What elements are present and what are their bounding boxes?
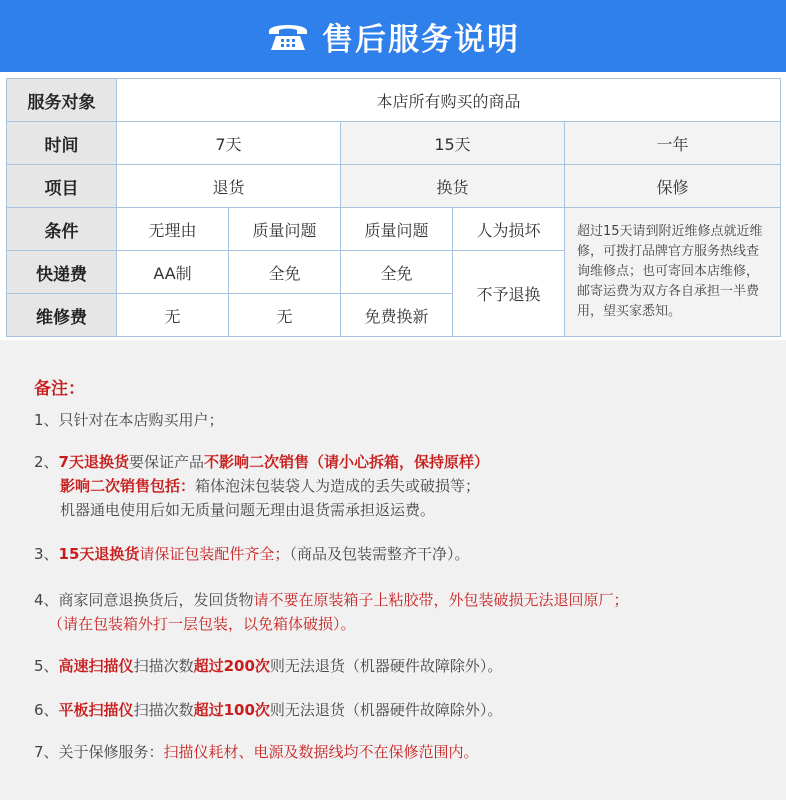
note-prefix: 4、商家同意退换货后，发回货物 [34, 591, 254, 609]
service-table [6, 78, 781, 337]
note-prefix: 3、 [34, 545, 59, 563]
note-text: 要保证产品 [128, 453, 204, 471]
page-header [0, 0, 786, 72]
highlight: 请不要在原装箱子上粘胶带，外包装破损无法退回原厂； [253, 591, 629, 609]
note-text: 扫描次数 [133, 701, 194, 719]
row-label: 快递费 [7, 251, 117, 294]
note-text: 1、只针对在本店购买用户； [34, 411, 224, 429]
note-7 [34, 740, 479, 764]
row-label: 维修费 [7, 294, 117, 337]
highlight: 请保证包装配件齐全； [139, 545, 290, 563]
table-row-time [7, 122, 781, 165]
note-prefix: 6、 [34, 701, 59, 719]
table-cell: 无 [229, 294, 341, 337]
highlight: 7天退换货 [58, 453, 129, 471]
table-cell: 换货 [341, 165, 565, 208]
note-3 [34, 542, 469, 566]
table-row-condition [7, 208, 781, 251]
highlight: （请小心拆箱，保持原样） [309, 453, 490, 471]
note-4 [34, 588, 629, 636]
row-label: 时间 [7, 122, 117, 165]
table-cell: 全免 [229, 251, 341, 294]
highlight: 影响二次销售包括： [60, 477, 196, 495]
highlight: 超过200次 [193, 657, 270, 675]
table-cell: 免费换新 [341, 294, 453, 337]
highlight: （请在包装箱外打一层包装，以免箱体破损）。 [48, 615, 356, 633]
highlight: 扫描仪耗材、电源及数据线均不在保修范围内。 [163, 743, 479, 761]
highlight: 超过100次 [193, 701, 270, 719]
note-5 [34, 654, 502, 678]
page-title: 售后服务说明 [322, 21, 520, 58]
row-label: 条件 [7, 208, 117, 251]
note-text: （商品及包装需整齐干净）。 [289, 545, 470, 563]
highlight: 高速扫描仪 [58, 657, 134, 675]
highlight: 不影响二次销售 [204, 453, 310, 471]
note-text: 则无法退货（机器硬件故障除外）。 [269, 657, 503, 675]
table-cell: AA制 [117, 251, 229, 294]
note-text: 机器通电使用后如无质量问题无理由退货需承担返运费。 [60, 501, 436, 519]
note-prefix: 2、 [34, 453, 59, 471]
note-prefix: 5、 [34, 657, 59, 675]
table-cell: 7天 [117, 122, 341, 165]
table-cell: 质量问题 [341, 208, 453, 251]
note-text: 箱体泡沫包装袋人为造成的丢失或破损等； [195, 477, 481, 495]
row-label: 项目 [7, 165, 117, 208]
table-cell: 无 [117, 294, 229, 337]
no-exchange-cell: 不予退换 [453, 251, 565, 337]
table-cell: 无理由 [117, 208, 229, 251]
note-6 [34, 698, 502, 722]
notes-title: 备注： [34, 379, 85, 399]
phone-icon [266, 19, 310, 53]
note-2 [34, 450, 489, 522]
table-row-service-target [7, 79, 781, 122]
repair-note-cell: 超过15天请到附近维修点就近维修，可拨打品牌官方服务热线查询维修点；也可寄回本店维修，邮寄运费为双方各自承担一半费用，望买家悉知。 [565, 208, 781, 337]
table-row-item [7, 165, 781, 208]
table-cell: 本店所有购买的商品 [117, 79, 781, 122]
note-text: 则无法退货（机器硬件故障除外）。 [269, 701, 503, 719]
table-cell: 人为损坏 [453, 208, 565, 251]
note-prefix: 7、关于保修服务： [34, 743, 164, 761]
table-cell: 退货 [117, 165, 341, 208]
highlight: 平板扫描仪 [58, 701, 134, 719]
table-cell: 全免 [341, 251, 453, 294]
notes-section [0, 340, 786, 800]
highlight: 15天退换货 [58, 545, 140, 563]
service-table-section [0, 72, 786, 340]
note-text: 扫描次数 [133, 657, 194, 675]
table-cell: 15天 [341, 122, 565, 165]
row-label: 服务对象 [7, 79, 117, 122]
table-cell: 质量问题 [229, 208, 341, 251]
table-cell: 一年 [565, 122, 781, 165]
table-cell: 保修 [565, 165, 781, 208]
note-1 [34, 408, 224, 432]
